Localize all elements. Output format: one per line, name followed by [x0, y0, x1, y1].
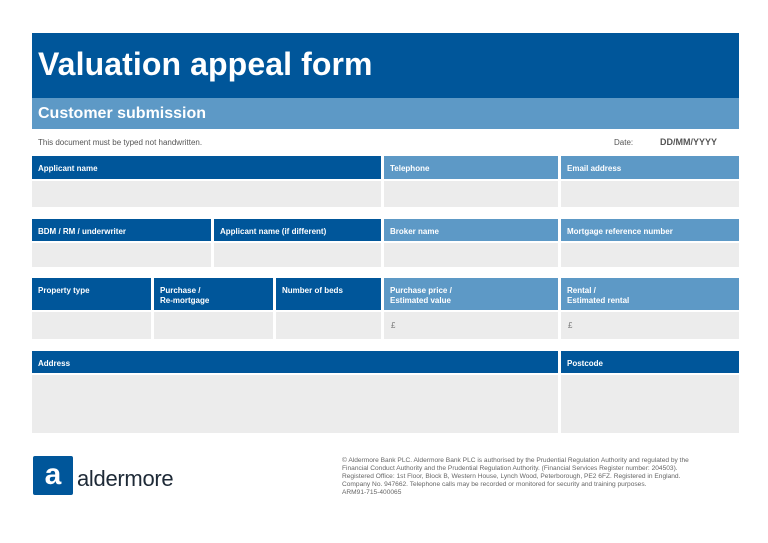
legal-footer [342, 457, 740, 497]
rental-label-line1: Rental / [567, 286, 596, 295]
purchase-label-line1: Purchase / [160, 286, 201, 295]
address-label: Address [32, 351, 558, 373]
form-subtitle: Customer submission [32, 98, 739, 129]
email-field[interactable] [561, 181, 739, 207]
price-label-line1: Purchase price / [390, 286, 452, 295]
purchase-remortgage-label [154, 278, 273, 310]
mortgage-reference-field[interactable] [561, 243, 739, 267]
rental-currency-symbol: £ [568, 321, 573, 330]
logo-wordmark: aldermore [77, 466, 174, 491]
form-title: Valuation appeal form [32, 33, 739, 98]
rental-field[interactable] [561, 312, 739, 339]
postcode-label: Postcode [561, 351, 739, 373]
bdm-label: BDM / RM / underwriter [32, 219, 211, 241]
purchase-remortgage-field[interactable] [154, 312, 273, 339]
footer-line: Financial Conduct Authority and the Prudential Regulation Authority. (Financial Services Register number: 204503). [342, 464, 678, 472]
purchase-price-field[interactable] [384, 312, 558, 339]
bdm-field[interactable] [32, 243, 211, 267]
purchase-price-label [384, 278, 558, 310]
telephone-field[interactable] [384, 181, 558, 207]
date-label: Date: [614, 138, 634, 147]
number-of-beds-label: Number of beds [276, 278, 381, 310]
footer-line: Company No. 947662. Telephone calls may be recorded or monitored for security and training purposes. [342, 480, 647, 488]
mortgage-reference-label: Mortgage reference number [561, 219, 739, 241]
telephone-label: Telephone [384, 156, 558, 179]
aldermore-logo-icon [33, 456, 73, 495]
broker-name-label: Broker name [384, 219, 558, 241]
purchase-label-line2: Re-mortgage [160, 296, 210, 305]
property-type-field[interactable] [32, 312, 151, 339]
postcode-field[interactable] [561, 375, 739, 433]
applicant-different-label: Applicant name (if different) [214, 219, 381, 241]
rental-label [561, 278, 739, 310]
broker-name-field[interactable] [384, 243, 558, 267]
footer-line: Registered Office: 1st Floor, Block B, Western House, Lynch Wood, Peterborough, PE2 6FZ. Registered in England. [342, 472, 681, 480]
typing-note: This document must be typed not handwritten. [38, 138, 203, 147]
date-field[interactable]: DD/MM/YYYY [660, 137, 718, 147]
applicant-name-field[interactable] [32, 181, 381, 207]
property-type-label: Property type [32, 278, 151, 310]
price-currency-symbol: £ [391, 321, 396, 330]
applicant-name-label: Applicant name [32, 156, 381, 179]
applicant-different-field[interactable] [214, 243, 381, 267]
logo-glyph: a [44, 458, 62, 491]
footer-reference: ARM91-715-400065 [342, 488, 402, 496]
footer-line: © Aldermore Bank PLC. Aldermore Bank PLC is authorised by the Prudential Regulation Authority and regulated by the [342, 457, 689, 464]
number-of-beds-field[interactable] [276, 312, 381, 339]
address-field[interactable] [32, 375, 558, 433]
email-label: Email address [561, 156, 739, 179]
price-label-line2: Estimated value [390, 296, 451, 305]
rental-label-line2: Estimated rental [567, 296, 630, 305]
